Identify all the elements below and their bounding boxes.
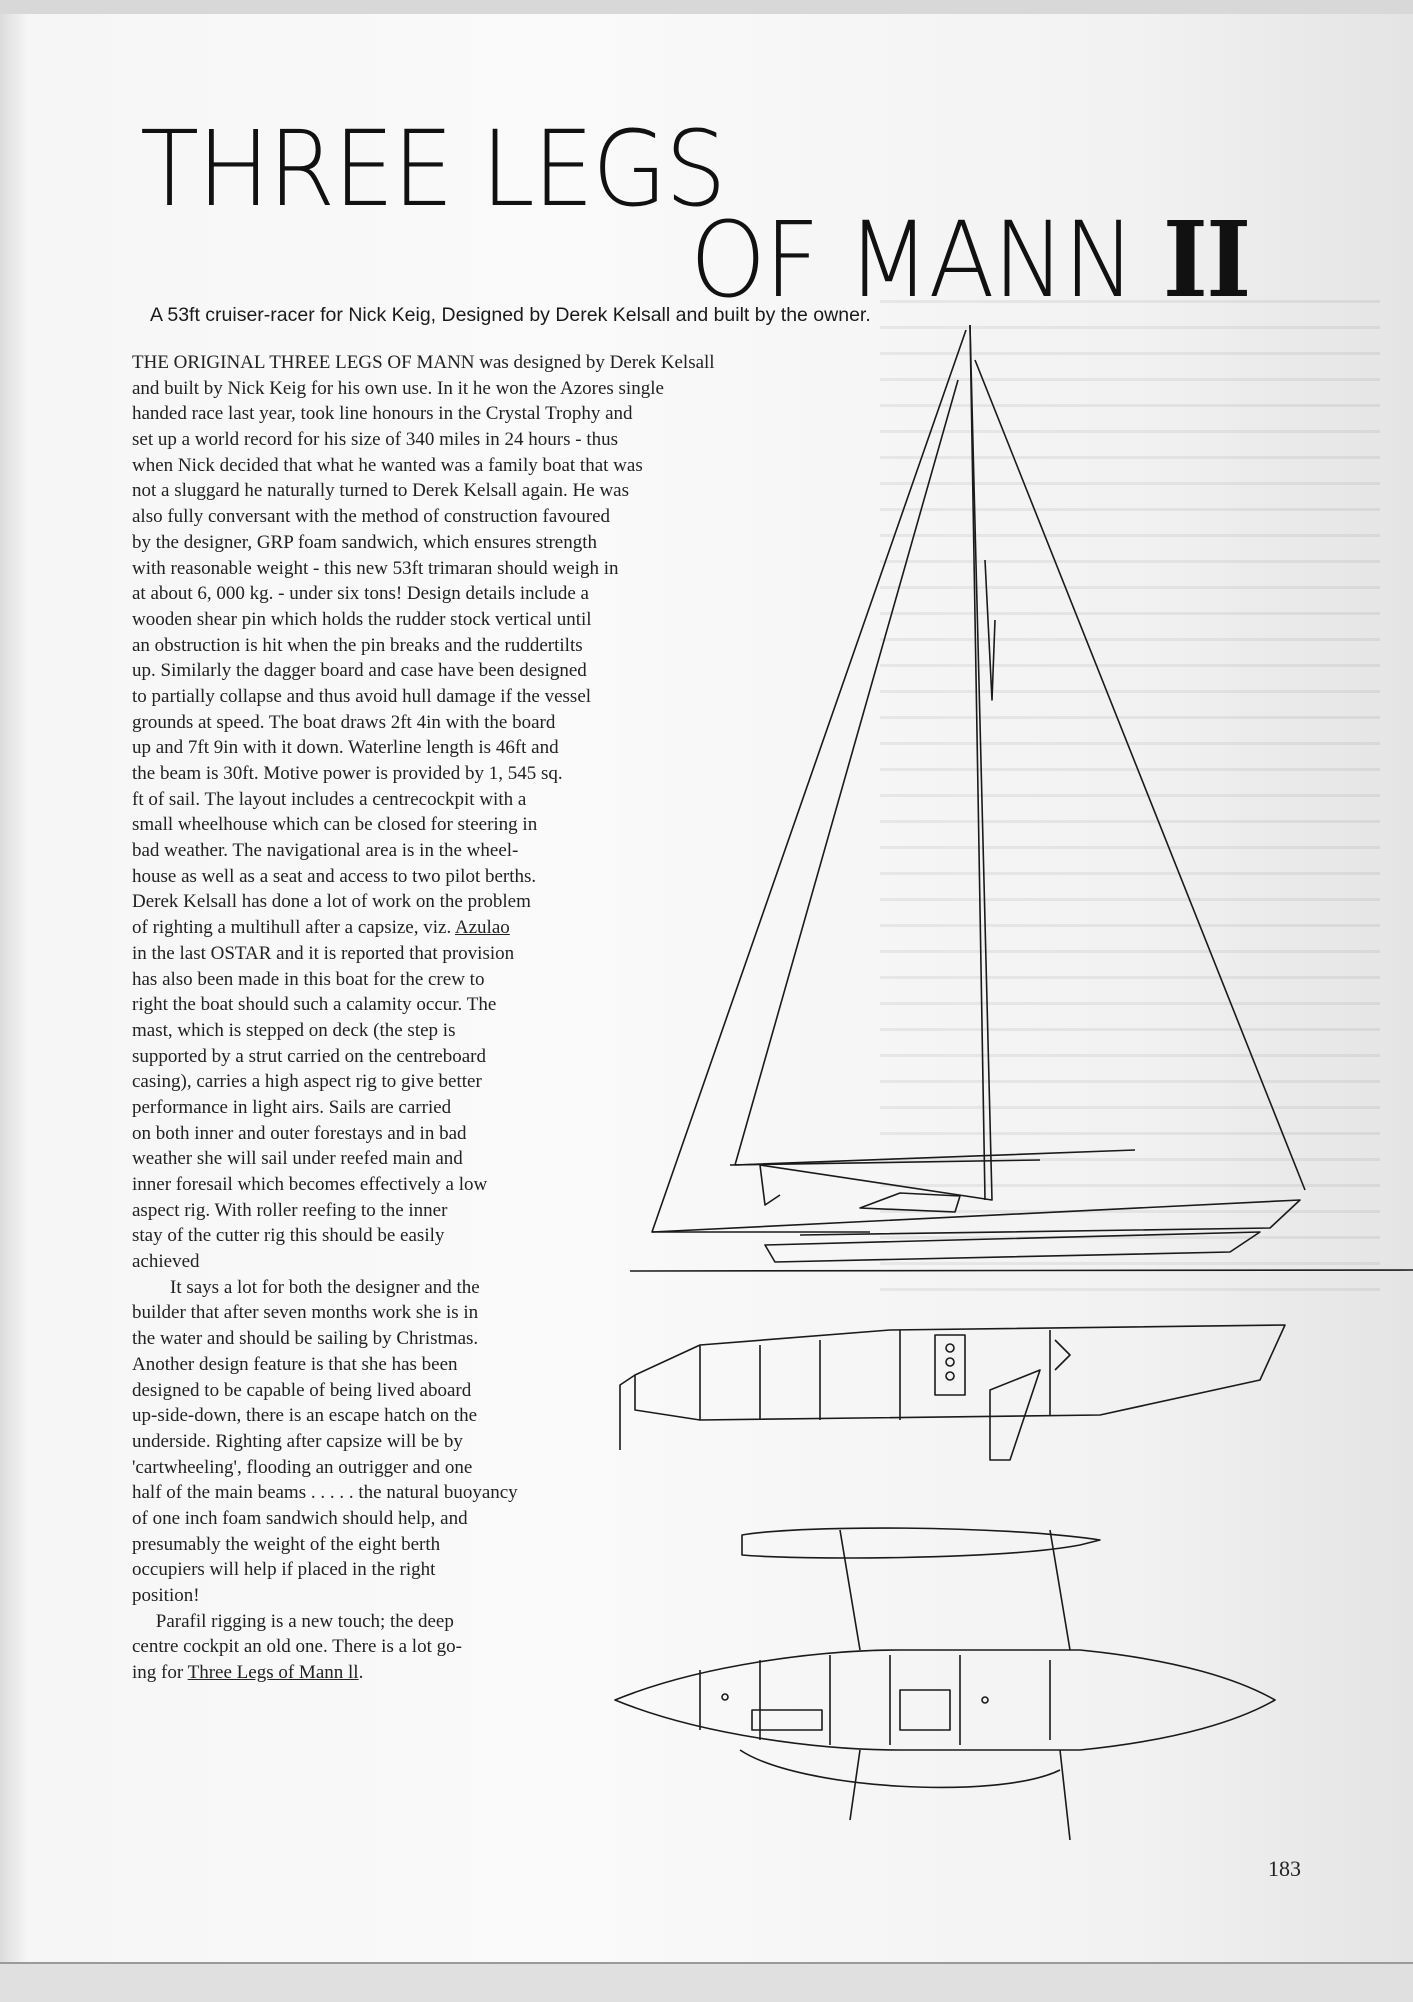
body-line: in the last OSTAR and it is reported that provision (132, 942, 515, 964)
boat-name-azulao: Azulao (454, 917, 510, 939)
body-line-text: ing for (132, 1662, 184, 1684)
body-line: position! (132, 1585, 200, 1606)
wheelhouse (860, 1193, 960, 1212)
boat-name-three-legs: Three Legs of Mann ll (187, 1662, 359, 1684)
main-hull-profile (652, 1200, 1300, 1235)
body-line: an obstruction is hit when the pin breaks and the ruddertilts (132, 634, 583, 656)
page-bottom-edge (0, 1962, 1413, 2002)
outer-jib (652, 330, 966, 1232)
rudder (620, 1375, 635, 1450)
page-number: 183 (1268, 1856, 1301, 1881)
boom (730, 1160, 1040, 1165)
plan-bulkheads (700, 1655, 1050, 1745)
body-line: has also been made in this boat for the crew to (132, 968, 485, 990)
forestay (975, 360, 1305, 1190)
body-line: the water and should be sailing by Christmas. (132, 1328, 479, 1350)
body-line: ft of sail. The layout includes a centrecockpit with a (132, 788, 527, 810)
article-subtitle: A 53ft cruiser-racer for Nick Keig, Designed by Derek Kelsall and built by the owner. (150, 304, 871, 326)
body-line: up-side-down, there is an escape hatch on the (132, 1405, 478, 1427)
body-line: on both inner and outer forestays and in bad (132, 1122, 467, 1144)
hull-section (635, 1325, 1285, 1420)
profile-layout-drawing (620, 1325, 1285, 1460)
body-line: occupiers will help if placed in the right (132, 1559, 436, 1581)
body-line: casing), carries a high aspect rig to give better (132, 1071, 482, 1093)
berth (752, 1710, 822, 1730)
body-line: and built by Nick Keig for his own use. In it he won the Azores single (132, 377, 664, 399)
body-line: Derek Kelsall has done a lot of work on the problem (132, 891, 531, 913)
body-line: stay of the cutter rig this should be easily (132, 1225, 445, 1247)
body-line: grounds at speed. The boat draws 2ft 4in with the board (132, 711, 556, 733)
body-line: to partially collapse and thus avoid hull damage if the vessel (132, 685, 592, 707)
body-line: builder that after seven months work she is in (132, 1302, 479, 1324)
body-line: aspect rig. With roller reefing to the inner (132, 1199, 448, 1221)
crossbeams (840, 1530, 1070, 1840)
body-line: wooden shear pin which holds the rudder stock vertical until (132, 608, 592, 630)
body-line: up. Similarly the dagger board and case have been designed (132, 660, 587, 682)
body-line: also fully conversant with the method of construction favoured (132, 506, 611, 528)
title-word-of-mann: OF MANN (690, 199, 1134, 321)
title-line-1: THREE LEGS (140, 108, 725, 230)
bulkheads (700, 1330, 1050, 1420)
genoa (735, 380, 1135, 1165)
body-line: bad weather. The navigational area is in the wheel- (132, 840, 519, 862)
body-line: up and 7ft 9in with it down. Waterline length is 46ft and (132, 737, 559, 759)
mainsail (760, 325, 992, 1200)
body-line: performance in light airs. Sails are carried (132, 1096, 452, 1118)
mast (970, 325, 985, 1200)
body-line: centre cockpit an old one. There is a lot go- (132, 1636, 462, 1658)
final-period: . (358, 1662, 364, 1684)
plan-view-drawing (615, 1528, 1275, 1840)
float-profile (765, 1232, 1260, 1262)
body-line: achieved (132, 1251, 200, 1273)
fitting (982, 1697, 988, 1703)
body-line: THE ORIGINAL THREE LEGS OF MANN was designed by Derek Kelsall (132, 352, 715, 373)
body-line: half of the main beams . . . . . the natural buoyancy (132, 1482, 518, 1504)
daggerboard (990, 1370, 1040, 1460)
body-line-text: of righting a multihull after a capsize, viz. (132, 917, 452, 939)
body-line: not a sluggard he naturally turned to Derek Kelsall again. He was (132, 480, 630, 502)
sail-plan-drawing (630, 325, 1413, 1271)
body-line: supported by a strut carried on the centreboard (132, 1045, 487, 1067)
body-line: designed to be capable of being lived aboard (132, 1379, 472, 1401)
porthole (946, 1344, 954, 1352)
rudder-detail (760, 1165, 780, 1205)
body-line: Another design feature is that she has been (132, 1353, 458, 1375)
body-line: mast, which is stepped on deck (the step is (132, 1019, 456, 1041)
body-line: small wheelhouse which can be closed for steering in (132, 814, 538, 836)
waterline (630, 1270, 1413, 1271)
lower-float-edge (740, 1750, 1060, 1787)
body-line: It says a lot for both the designer and the (132, 1276, 480, 1298)
porthole (946, 1372, 954, 1380)
body-line: right the boat should such a calamity occur. The (132, 994, 497, 1016)
body-line: at about 6, 000 kg. - under six tons! Design details include a (132, 583, 589, 605)
title-numeral: II (1162, 198, 1250, 321)
body-line: the beam is 30ft. Motive power is provided by 1, 545 sq. (132, 763, 563, 784)
body-line: handed race last year, took line honours in the Crystal Trophy and (132, 403, 633, 425)
fitting (722, 1694, 728, 1700)
porthole (946, 1358, 954, 1366)
upper-float (742, 1528, 1100, 1558)
body-line: Parafil rigging is a new touch; the deep (132, 1610, 454, 1632)
cockpit (900, 1690, 950, 1730)
body-line: weather she will sail under reefed main and (132, 1148, 463, 1170)
body-line: of one inch foam sandwich should help, and (132, 1507, 468, 1529)
body-line: set up a world record for his size of 340 miles in 24 hours - thus (132, 429, 618, 451)
main-hull-plan (615, 1650, 1275, 1750)
body-line: inner foresail which becomes effectively a low (132, 1174, 488, 1195)
body-line: presumably the weight of the eight berth (132, 1533, 441, 1555)
body-line: with reasonable weight - this new 53ft trimaran should weigh in (132, 557, 619, 579)
spreader-detail (985, 560, 995, 700)
body-line: 'cartwheeling', flooding an outrigger and one (132, 1456, 473, 1478)
body-line: by the designer, GRP foam sandwich, which ensures strength (132, 531, 597, 553)
body-line: underside. Righting after capsize will be by (132, 1430, 463, 1452)
anchor-well (1055, 1340, 1070, 1370)
body-line: house as well as a seat and access to two pilot berths. (132, 865, 537, 887)
body-line: when Nick decided that what he wanted was a family boat that was (132, 454, 643, 476)
